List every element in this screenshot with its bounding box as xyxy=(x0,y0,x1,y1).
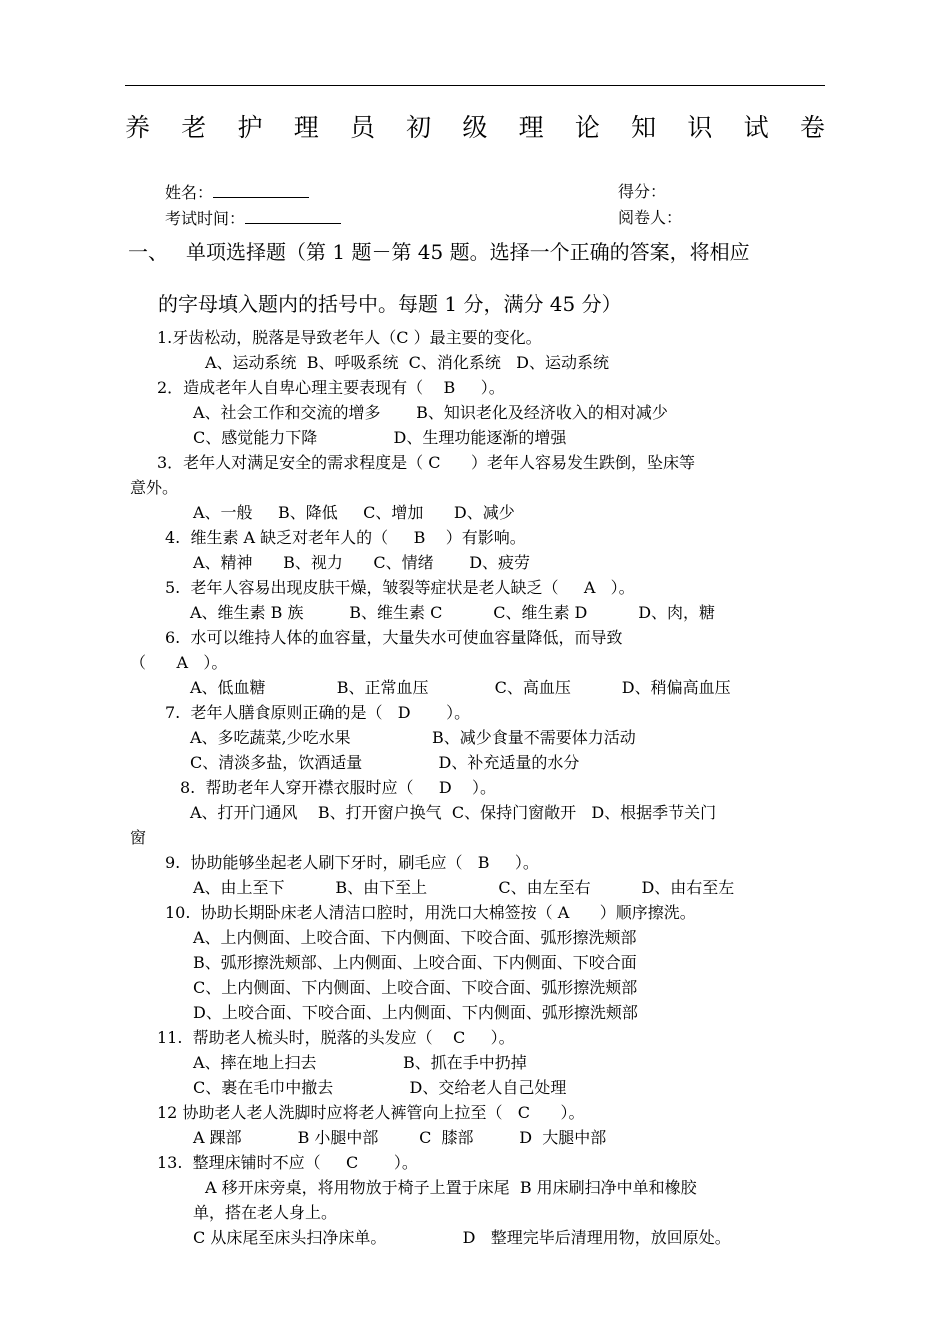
time-row xyxy=(165,205,341,229)
question-line: 6. 水可以维持人体的血容量，大量失水可使血容量降低，而导致 xyxy=(165,628,623,647)
question-line: 3．老年人对满足安全的需求程度是（ C ）老年人容易发生跌倒，坠床等 xyxy=(157,453,696,472)
title-char: 理 xyxy=(293,113,319,142)
question-line: （ A ）。 xyxy=(130,653,228,672)
section-instructions-line-1: 单项选择题（第 1 题－第 45 题。选择一个正确的答案，将相应 xyxy=(186,240,750,264)
question-line: 10. 协助长期卧床老人清洁口腔时，用洗口大棉签按（ A ）顺序擦洗。 xyxy=(165,903,696,922)
question-line: 9. 协助能够坐起老人刷下牙时，刷毛应（ B ）。 xyxy=(165,853,539,872)
title-char: 理 xyxy=(518,113,544,142)
question-line: A、一般 B、降低 C、增加 D、减少 xyxy=(193,503,515,522)
question-line: C、上内侧面、下内侧面、上咬合面、下咬合面、弧形擦洗颊部 xyxy=(193,978,638,997)
question-line: A、由上至下 B、由下至上 C、由左至右 D、由右至左 xyxy=(193,878,735,897)
title-char: 养 xyxy=(125,113,151,142)
question-line: A 踝部 B 小腿中部 C 膝部 D 大腿中部 xyxy=(193,1128,607,1147)
question-line: 2．造成老年人自卑心理主要表现有（ B ）。 xyxy=(157,378,505,397)
question-line: 单，搭在老人身上。 xyxy=(193,1203,338,1222)
title-char: 识 xyxy=(687,113,713,142)
question-line: 窗 xyxy=(130,828,147,847)
question-line: 8. 帮助老年人穿开襟衣服时应（ D ）。 xyxy=(180,778,497,797)
question-line: A、运动系统 B、呼吸系统 C、消化系统 D、运动系统 xyxy=(205,353,609,372)
question-line: A、摔在地上扫去 B、抓在手中扔掉 xyxy=(193,1053,527,1072)
grader-label: 阅卷人： xyxy=(618,208,683,227)
name-label: 姓名： xyxy=(165,183,214,202)
question-line: 13. 整理床铺时不应（ C ）。 xyxy=(157,1153,418,1172)
question-line: 4. 维生素 A 缺乏对老年人的（ B ）有影响。 xyxy=(165,528,526,547)
question-line: A、多吃蔬菜,少吃水果 B、减少食量不需要体力活动 xyxy=(190,728,636,747)
title-char: 试 xyxy=(743,113,769,142)
question-line: C、裹在毛巾中撤去 D、交给老人自己处理 xyxy=(193,1078,567,1097)
time-blank xyxy=(245,205,341,224)
question-line: C 从床尾至床头扫净床单。 D 整理完毕后清理用物，放回原处。 xyxy=(193,1228,731,1247)
name-blank xyxy=(213,179,309,198)
title-char: 初 xyxy=(406,113,432,142)
question-line: A、低血糖 B、正常血压 C、高血压 D、稍偏高血压 xyxy=(190,678,731,697)
name-row xyxy=(165,179,309,203)
question-line: 11. 帮助老人梳头时，脱落的头发应（ C ）。 xyxy=(157,1028,515,1047)
question-line: C、清淡多盐，饮酒适量 D、补充适量的水分 xyxy=(190,753,580,772)
title-char: 老 xyxy=(181,113,207,142)
question-line: 5. 老年人容易出现皮肤干燥，皱裂等症状是老人缺乏（ A ）。 xyxy=(165,578,635,597)
question-line: B、弧形擦洗颊部、上内侧面、上咬合面、下内侧面、下咬合面 xyxy=(193,953,637,972)
question-line: 7. 老年人膳食原则正确的是（ D ）。 xyxy=(165,703,471,722)
question-line: D、上咬合面、下咬合面、上内侧面、下内侧面、弧形擦洗颊部 xyxy=(193,1003,638,1022)
title-char: 论 xyxy=(574,113,600,142)
title-char: 级 xyxy=(462,113,488,142)
time-label: 考试时间： xyxy=(165,209,246,228)
question-line: C、感觉能力下降 D、生理功能逐渐的增强 xyxy=(193,428,567,447)
question-line: 意外。 xyxy=(130,478,179,497)
title-char: 员 xyxy=(349,113,375,142)
question-line: 12 协助老人老人洗脚时应将老人裤管向上拉至（ C ）。 xyxy=(157,1103,585,1122)
title-char: 卷 xyxy=(799,113,825,142)
question-line: 1.牙齿松动，脱落是导致老年人（C ）最主要的变化。 xyxy=(157,328,542,347)
question-line: A、上内侧面、上咬合面、下内侧面、下咬合面、弧形擦洗颊部 xyxy=(193,928,637,947)
question-line: A、维生素 B 族 B、维生素 C C、维生素 D D、肉，糖 xyxy=(190,603,716,622)
title-char: 知 xyxy=(631,113,657,142)
question-line: A、打开门通风 B、打开窗户换气 C、保持门窗敞开 D、根据季节关门 xyxy=(190,803,717,822)
exam-title xyxy=(125,108,825,144)
question-line: A、社会工作和交流的增多 B、知识老化及经济收入的相对减少 xyxy=(193,403,668,422)
question-line: A、精神 B、视力 C、情绪 D、疲劳 xyxy=(193,553,531,572)
title-char: 护 xyxy=(237,113,263,142)
section-number: 一、 xyxy=(128,240,168,264)
top-rule xyxy=(125,85,825,86)
question-line: A 移开床旁桌，将用物放于椅子上置于床尾 B 用床刷扫净中单和橡胶 xyxy=(205,1178,697,1197)
score-label: 得分： xyxy=(618,182,667,201)
section-instructions-line-2: 的字母填入题内的括号中。每题 1 分，满分 45 分） xyxy=(158,292,622,316)
